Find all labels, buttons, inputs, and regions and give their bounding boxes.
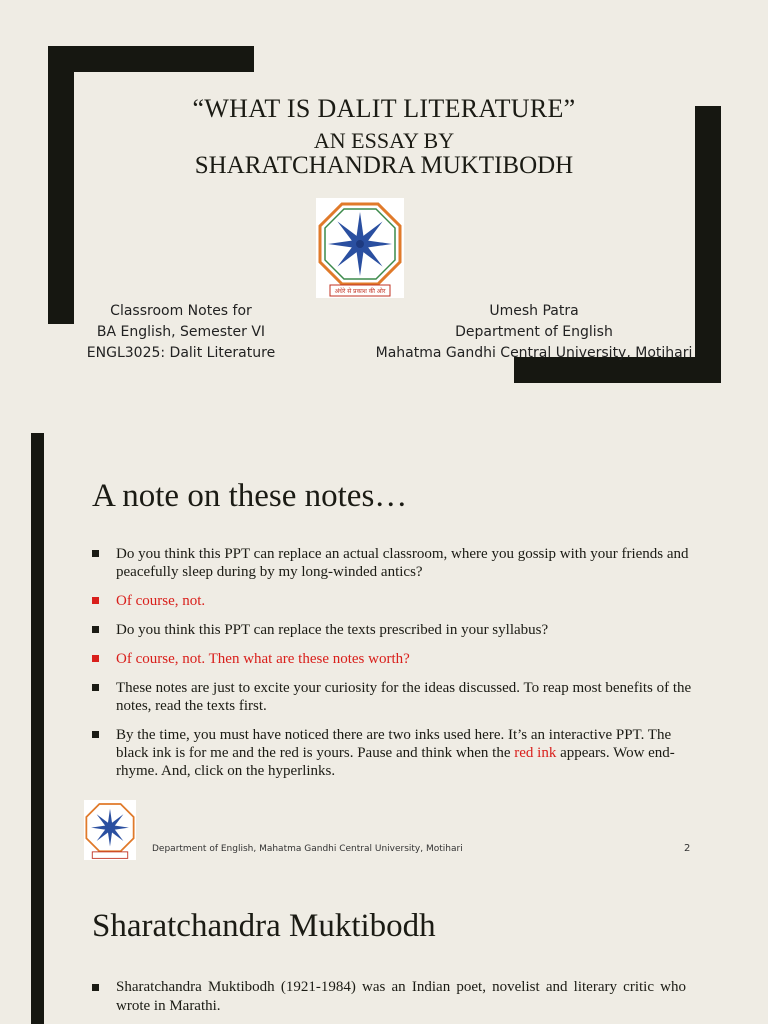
bullet-square-icon [92,597,99,604]
bullet-list [92,545,692,791]
slide-accent-bar [31,433,44,878]
list-item: Do you think this PPT can replace the texts prescribed in your syllabus? [92,621,692,639]
slide-title: “WHAT IS DALIT LITERATURE” [192,94,576,123]
course-info [80,301,282,364]
bullet-square-icon [92,626,99,633]
frame-bar-top-left-vertical [48,46,74,324]
course-info-line: BA English, Semester VI [96,324,266,340]
notes-slide [0,402,768,878]
page-number: 2 [684,843,691,854]
slide-author: SHARATCHANDRA MUKTIBODH [194,152,574,179]
list-item: These notes are just to excite your curiosity for the ideas discussed. To reap most benefits of the notes, read the texts first. [92,679,692,715]
red-ink-text: red ink [514,745,557,761]
author-slide [0,878,768,1024]
title-slide [0,0,768,402]
course-info-line: Classroom Notes for [110,303,252,319]
frame-bar-top-left-horizontal [48,46,254,72]
list-item: Sharatchandra Muktibodh (1921-1984) was an Indian poet, novelist and literary critic who wrote in Marathi. [92,978,686,1016]
bullet-square-icon [92,984,99,991]
bullet-square-icon [92,550,99,557]
bullet-square-icon [92,655,99,662]
presenter-info-line: Mahatma Gandhi Central University, Motihari [375,345,693,361]
bullet-list [92,978,686,1016]
university-emblem-icon [316,198,404,298]
slide-accent-bar [31,878,44,1024]
list-item: By the time, you must have noticed there are two inks used here. It’s an interactive PPT. The black ink is for me and the red is yours. Pause and think when the red ink appears. Wow end-rhyme. And, click on the hyperlinks. [92,726,692,780]
svg-text:अंधेरे से प्रकाश की ओर: अंधेरे से प्रकाश की ओर [334,288,386,295]
presenter-info-line: Umesh Patra [489,303,579,319]
bullet-square-icon [92,731,99,738]
bullet-square-icon [92,684,99,691]
slide-heading: A note on these notes… [92,478,408,514]
slide-heading: Sharatchandra Muktibodh [92,908,436,944]
presenter-info [372,301,696,364]
slide-footer: Department of English, Mahatma Gandhi Central University, Motihari [152,844,463,854]
list-item: Do you think this PPT can replace an actual classroom, where you gossip with your friends and peacefully sleep during by my long-winded antics? [92,545,692,581]
course-info-line: ENGL3025: Dalit Literature [86,345,276,361]
list-item: Of course, not. [92,592,692,610]
university-emblem-icon [84,800,136,860]
presenter-info-line: Department of English [455,324,613,340]
slide-subtitle: AN ESSAY BY [313,128,455,153]
list-item: Of course, not. Then what are these notes worth? [92,650,692,668]
